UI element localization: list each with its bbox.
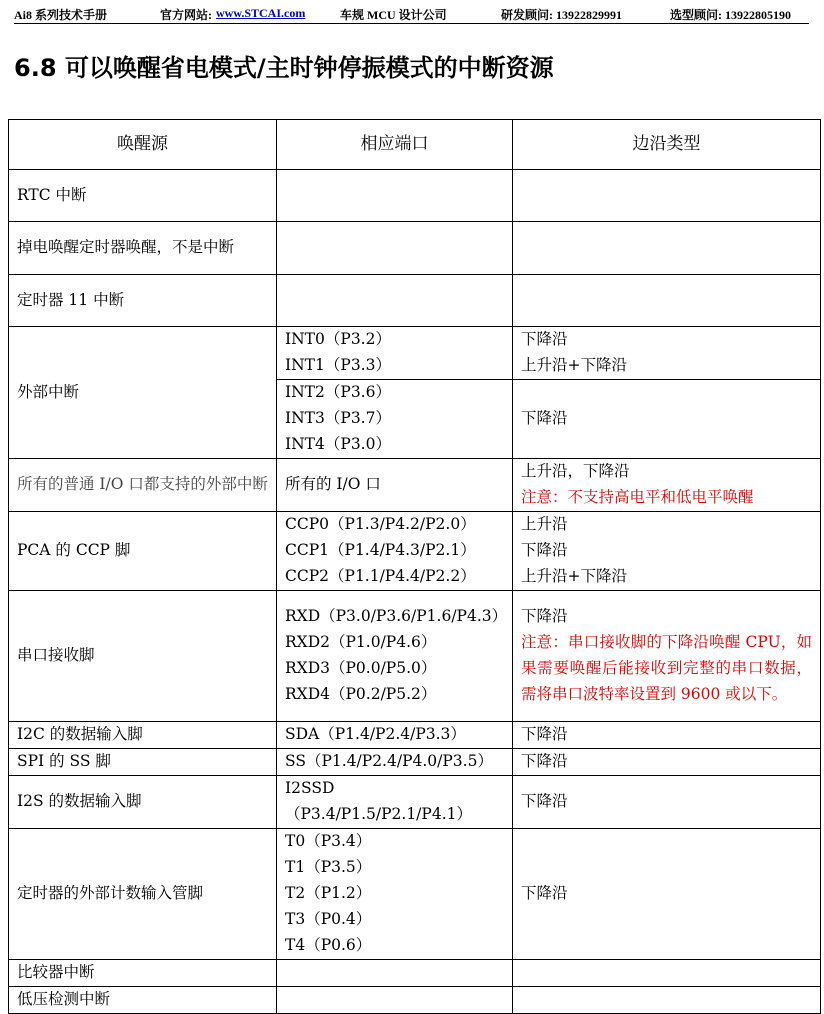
table-row [9, 459, 821, 512]
port-line: RXD3（P0.0/P5.0） [285, 659, 437, 677]
edge-cell [513, 222, 821, 275]
port-line: T3（P0.4） [285, 909, 372, 928]
site-label: 官方网站: [160, 8, 212, 22]
source-cell: 比较器中断 [9, 959, 277, 986]
site-link[interactable]: www.STCAI.com [216, 6, 306, 20]
source-cell: 外部中断 [9, 327, 277, 459]
header-port: 相应端口 [277, 120, 513, 170]
table-row [9, 512, 821, 591]
edge-line: 下降沿 [521, 607, 568, 626]
header-edge: 边沿类型 [513, 120, 821, 170]
port-line: T1（P3.5） [285, 857, 372, 876]
edge-line: 上升沿+下降沿 [521, 356, 627, 374]
edge-cell: 下降沿 [513, 775, 821, 828]
port-cell: 所有的 I/O 口 [277, 459, 513, 512]
header-source: 唤醒源 [9, 120, 277, 170]
edge-cell [513, 459, 821, 512]
source-cell: 低压检测中断 [9, 986, 277, 1013]
port-cell [277, 591, 513, 722]
port-cell [277, 986, 513, 1013]
port-cell [277, 959, 513, 986]
edge-cell: 下降沿 [513, 748, 821, 775]
edge-cell [513, 591, 821, 722]
source-cell: SPI 的 SS 脚 [9, 748, 277, 775]
header-divider [14, 23, 809, 24]
port-line: INT4（P3.0） [285, 434, 391, 453]
port-line: INT2（P3.6） [285, 383, 391, 402]
port-cell: SS（P1.4/P2.4/P4.0/P3.5） [277, 748, 513, 775]
table-row [9, 959, 821, 986]
edge-cell: 下降沿 [513, 380, 821, 459]
edge-cell [513, 959, 821, 986]
port-line: CCP0（P1.3/P4.2/P2.0） [285, 515, 476, 534]
edge-line: 上升沿，下降沿 [521, 462, 630, 481]
source-cell: I2S 的数据输入脚 [9, 775, 277, 828]
source-cell: PCA 的 CCP 脚 [9, 512, 277, 591]
port-cell [277, 170, 513, 222]
port-cell [277, 327, 513, 380]
table-row [9, 327, 821, 380]
table-row [9, 275, 821, 327]
port-line: T4（P0.6） [285, 935, 372, 954]
table-row [9, 222, 821, 275]
port-cell [277, 828, 513, 959]
table-row [9, 591, 821, 722]
source-cell: 所有的普通 I/O 口都支持的外部中断 [9, 459, 277, 512]
table-row [9, 828, 821, 959]
warning-note: 注意：串口接收脚的下降沿唤醒 CPU，如果需要唤醒后能接收到完整的串口数据，需将串口波特率设置到 9600 或以下。 [521, 633, 812, 703]
port-line: RXD2（P1.0/P4.6） [285, 633, 437, 652]
table-row [9, 170, 821, 222]
table-header-row [9, 120, 821, 170]
port-line: RXD（P3.0/P3.6/P1.6/P4.3） [285, 607, 508, 626]
edge-cell [513, 986, 821, 1013]
edge-cell [513, 170, 821, 222]
source-cell: 定时器 11 中断 [9, 275, 277, 327]
source-cell: 定时器的外部计数输入管脚 [9, 828, 277, 959]
port-line: T2（P1.2） [285, 883, 372, 902]
port-line: INT3（P3.7） [285, 409, 391, 428]
edge-cell: 下降沿 [513, 828, 821, 959]
port-cell [277, 222, 513, 275]
edge-cell [513, 275, 821, 327]
page-header [14, 6, 809, 24]
port-line: INT1（P3.3） [285, 356, 391, 374]
source-cell: 掉电唤醒定时器唤醒，不是中断 [9, 222, 277, 275]
source-cell: RTC 中断 [9, 170, 277, 222]
edge-cell [513, 512, 821, 591]
table-row [9, 986, 821, 1013]
port-line: INT0（P3.2） [285, 330, 391, 349]
table-row [9, 748, 821, 775]
port-cell: I2SSD（P3.4/P1.5/P2.1/P4.1） [277, 775, 513, 828]
edge-line: 下降沿 [521, 541, 568, 560]
port-line: CCP2（P1.1/P4.4/P2.2） [285, 566, 476, 585]
port-cell [277, 512, 513, 591]
port-line: CCP1（P1.4/P4.3/P2.1） [285, 541, 476, 560]
port-line: T0（P3.4） [285, 831, 372, 850]
selection-contact: 选型顾问: 13922805190 [670, 8, 791, 22]
table-row [9, 775, 821, 828]
port-line: RXD4（P0.2/P5.2） [285, 684, 437, 703]
port-cell [277, 380, 513, 459]
edge-line: 上升沿+下降沿 [521, 566, 627, 585]
source-cell: 串口接收脚 [9, 591, 277, 722]
edge-cell: 下降沿 [513, 722, 821, 749]
wakeup-source-table [8, 119, 821, 1014]
section-title: 6.8 可以唤醒省电模式/主时钟停振模式的中断资源 [14, 54, 554, 82]
doc-title: Ai8 系列技术手册 [14, 8, 108, 22]
product-tagline: 车规 MCU 设计公司 [340, 8, 447, 22]
rd-contact: 研发顾问: 13922829991 [501, 8, 622, 22]
table-row [9, 722, 821, 749]
port-cell: SDA（P1.4/P2.4/P3.3） [277, 722, 513, 749]
source-cell: I2C 的数据输入脚 [9, 722, 277, 749]
port-cell [277, 275, 513, 327]
warning-note: 注意：不支持高电平和低电平唤醒 [521, 488, 754, 506]
edge-cell [513, 327, 821, 380]
edge-line: 下降沿 [521, 330, 568, 349]
edge-line: 上升沿 [521, 515, 568, 534]
